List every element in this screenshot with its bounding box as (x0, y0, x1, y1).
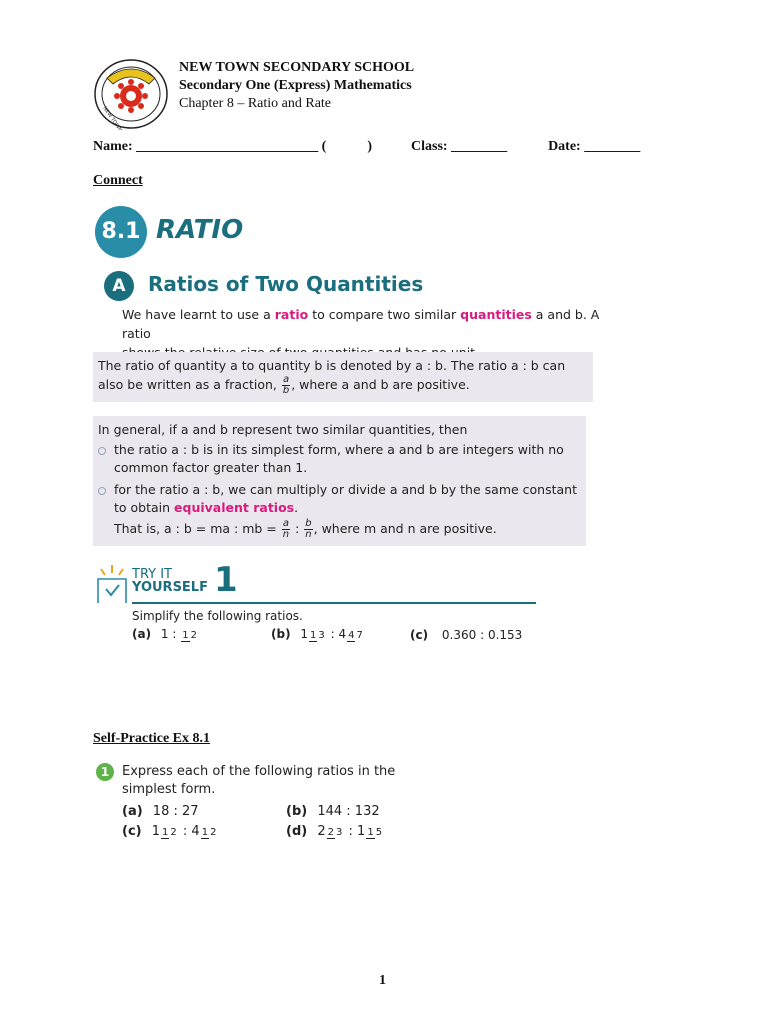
exercise-part-c: (c) 1 1 2 : 4 1 2 (122, 824, 217, 839)
chapter-title: Chapter 8 – Ratio and Rate (179, 96, 332, 111)
rule-bullet-2: for the ratio a : b, we can multiply or divide a and b by the same constant (98, 482, 577, 497)
rule-bullet-1: the ratio a : b is in its simplest form, where a and b are integers with no (98, 442, 564, 457)
definition-line2: also be written as a fraction, $\frac{a}{b}$ , where a and b are positive. (98, 374, 470, 396)
subsection-badge: A (104, 271, 134, 301)
subsection-title: Ratios of Two Quantities (148, 272, 424, 296)
definition-box (93, 352, 593, 402)
try-it-prompt: Simplify the following ratios. (132, 609, 303, 623)
try-it-part-c: (c) 0.360 : 0.153 (410, 628, 523, 642)
exercise-prompt: Express each of the following ratios in the simplest form. (122, 764, 396, 797)
try-it-rule (132, 602, 536, 604)
term-ratio: ratio (274, 307, 309, 322)
school-name: NEW TOWN SECONDARY SCHOOL (179, 60, 415, 75)
lesson-title: RATIO (156, 215, 244, 245)
that-is-formula: That is, a : b = ma : mb = $\frac{a}{n}$ : $\frac{b}{n}$ , where m and n are positive. (114, 518, 497, 540)
try-it-part-a: (a) 1 : 1 2 (132, 627, 197, 641)
student-info-row (93, 139, 693, 155)
general-rules-box: In general, if a and b represent two similar quantities, then the ratio a : b is in its simplest form, where a and b are integers with no common factor greater than 1. for the ratio a : b, we can multiply or divide a and b by the same constant to obtain equivalent ratios. That is, a : b = ma : mb = $\frac{a}{n}$ : $\frac{b}{n}$ , where m and n are positive. (93, 416, 586, 546)
date-field[interactable]: ________ (584, 139, 641, 154)
try-it-label: TRY IT YOURSELF (132, 567, 208, 595)
term-quantities: quantities (460, 307, 532, 322)
definition-line1: The ratio of quantity a to quantity b is denoted by a : b. The ratio a : b can (98, 358, 566, 373)
name-label: Name: (93, 139, 133, 154)
name-field[interactable]: __________________________ (136, 139, 319, 154)
index-paren-open: ( (321, 139, 327, 154)
term-equivalent-ratios: equivalent ratios (174, 500, 295, 515)
exercise-part-b: (b) 144 : 132 (286, 804, 380, 819)
try-it-part-b: (b) 1 1 3 : 4 4 7 (271, 627, 363, 641)
try-it-number: 1 (214, 560, 238, 600)
bullet-icon (98, 447, 106, 455)
course-title: Secondary One (Express) Mathematics (179, 78, 412, 93)
exercise-number-badge: 1 (96, 763, 114, 781)
exercise-part-d: (d) 2 2 3 : 1 1 5 (286, 824, 383, 839)
class-field[interactable]: ________ (451, 139, 508, 154)
date-label: Date: (548, 139, 581, 154)
lightbulb-icon (95, 565, 129, 610)
exercise-part-a: (a) 18 : 27 (122, 804, 199, 819)
connect-heading: Connect (93, 173, 143, 188)
page-number: 1 (379, 973, 386, 988)
bullet-icon (98, 487, 106, 495)
class-label: Class: (411, 139, 448, 154)
self-practice-heading: Self-Practice Ex 8.1 (93, 731, 211, 746)
index-paren-close: ) (367, 139, 372, 154)
school-logo (93, 58, 169, 130)
general-intro: In general, if a and b represent two similar quantities, then (98, 422, 468, 437)
intro-paragraph: We have learnt to use a ratio to compare two similar quantities a and b. A ratio (122, 307, 600, 341)
lesson-number-badge: 8.1 (95, 206, 147, 258)
